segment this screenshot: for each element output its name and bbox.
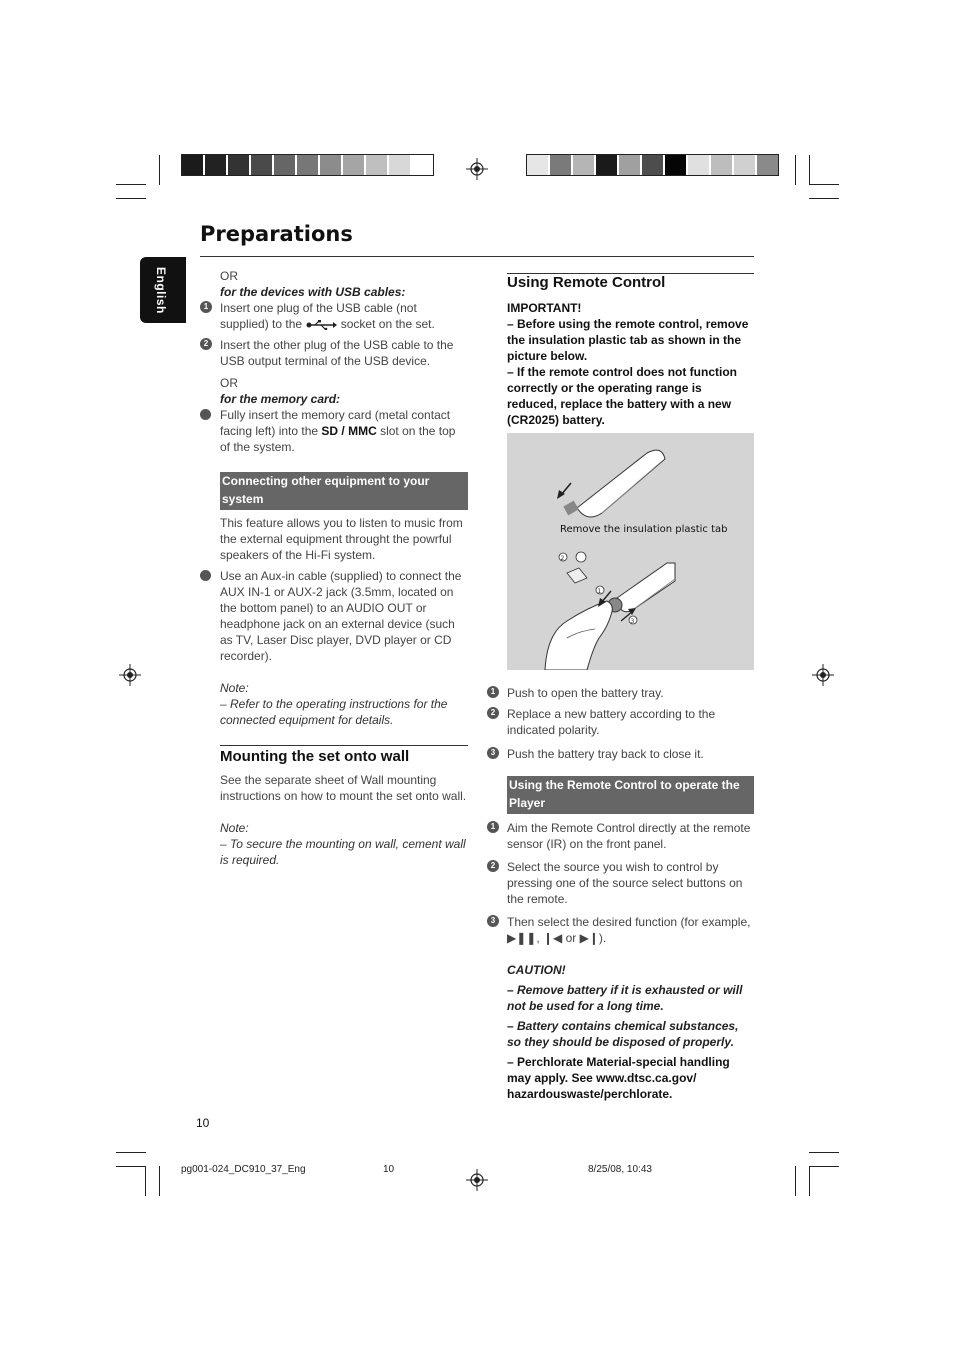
section-rule xyxy=(220,745,468,746)
caution-item-3: – Perchlorate Material-special handling may apply. See www.dtsc.ca.gov/ hazardouswaste/perchlorate. xyxy=(507,1055,730,1101)
color-swatch xyxy=(412,155,433,175)
crop-mark xyxy=(159,155,160,185)
crop-mark xyxy=(116,1166,146,1167)
registration-mark-icon xyxy=(119,664,141,686)
caution-label: CAUTION! xyxy=(507,963,566,977)
title-rule xyxy=(200,256,754,257)
color-swatch xyxy=(688,155,711,175)
color-calibration-bar-right xyxy=(526,154,779,176)
crop-mark xyxy=(795,155,796,185)
crop-mark xyxy=(809,1166,810,1196)
operate-steps xyxy=(490,820,754,1102)
color-swatch xyxy=(205,155,228,175)
note-text: – Refer to the operating instructions for the connected equipment for details. xyxy=(220,697,448,727)
color-swatch xyxy=(251,155,274,175)
language-tab-label: English xyxy=(154,267,168,314)
crop-mark xyxy=(116,184,146,185)
crop-mark xyxy=(159,1166,160,1196)
color-swatch xyxy=(228,155,251,175)
crop-mark xyxy=(116,198,146,199)
important-label: IMPORTANT! xyxy=(507,301,582,315)
battery-step-2-text: Replace a new battery according to the indicated polarity. xyxy=(507,707,716,737)
color-swatch xyxy=(274,155,297,175)
aux-bullet xyxy=(220,568,468,664)
step-number-2: 2 xyxy=(487,860,499,872)
remote-diagram xyxy=(507,433,754,670)
crop-mark xyxy=(116,1152,146,1153)
or-label: OR xyxy=(220,269,238,283)
crop-mark xyxy=(809,198,839,199)
svg-text:1: 1 xyxy=(597,588,602,595)
page-title: Preparations xyxy=(200,222,353,246)
connecting-equipment-heading: Connecting other equipment to your system xyxy=(220,472,468,510)
step-number-1: 1 xyxy=(487,821,499,833)
memory-text-a: Fully insert the memory card (metal contact facing left) into the xyxy=(220,408,451,438)
footer-filename: pg001-024_DC910_37_Eng xyxy=(181,1164,306,1175)
step-number-3: 3 xyxy=(487,915,499,927)
registration-mark-icon xyxy=(466,158,488,180)
aux-text: Use an Aux-in cable (supplied) to connect the AUX IN-1 or AUX-2 jack (3.5mm, located on the bottom panel) to an AUDIO OUT or headphone jack on an external device (such as TV, Laser Disc player, DVD player or CD recorder). xyxy=(220,569,462,663)
color-swatch xyxy=(550,155,573,175)
color-swatch xyxy=(297,155,320,175)
svg-text:3: 3 xyxy=(630,618,635,625)
battery-step-2 xyxy=(490,706,754,738)
footer-date: 8/25/08, 10:43 xyxy=(588,1164,652,1175)
mounting-heading: Mounting the set onto wall xyxy=(220,748,410,765)
note-text: – To secure the mounting on wall, cement wall is required. xyxy=(220,837,466,867)
operate-step-3-text-b: ▶❚❚, ❙◀ or ▶❙). xyxy=(507,931,607,945)
usb-icon xyxy=(305,320,337,330)
mounting-paragraph: See the separate sheet of Wall mounting instructions on how to mount the set onto wall. xyxy=(220,773,467,803)
battery-step-1-text: Push to open the battery tray. xyxy=(507,686,664,700)
operate-step-1-text: Aim the Remote Control directly at the remote sensor (IR) on the front panel. xyxy=(507,821,751,851)
memory-slot-name: SD / MMC xyxy=(321,424,377,438)
remote-control-heading: Using Remote Control xyxy=(507,274,666,291)
registration-mark-icon xyxy=(812,664,834,686)
bullet-dot xyxy=(200,409,211,420)
caution-item-1: – Remove battery if it is exhausted or will not be used for a long time. xyxy=(507,983,743,1013)
color-swatch xyxy=(366,155,389,175)
caution-item-2: – Battery contains chemical substances, so they should be disposed of properly. xyxy=(507,1019,739,1049)
step-number-1: 1 xyxy=(200,301,212,313)
color-swatch xyxy=(757,155,778,175)
important-item-2: – If the remote control does not function correctly or the operating range is reduced, replace the battery with a new (CR2025) battery. xyxy=(507,365,738,427)
svg-text:2: 2 xyxy=(560,555,565,562)
note-label: Note: xyxy=(220,681,249,695)
registration-mark-icon xyxy=(466,1169,488,1191)
usb-step-1-text-b: socket on the set. xyxy=(340,317,435,331)
color-swatch xyxy=(619,155,642,175)
bullet-dot xyxy=(200,570,211,581)
color-swatch xyxy=(734,155,757,175)
step-number-2: 2 xyxy=(200,338,212,350)
memory-text-b: slot on the top of the system. xyxy=(220,424,456,454)
usb-step-2 xyxy=(203,337,468,369)
color-calibration-bar-left xyxy=(181,154,434,176)
important-item-1: – Before using the remote control, remove the insulation plastic tab as shown in the picture below. xyxy=(507,317,749,363)
operate-step-3 xyxy=(490,914,754,946)
step-number-3: 3 xyxy=(487,747,499,759)
color-swatch xyxy=(596,155,619,175)
color-swatch xyxy=(527,155,550,175)
connecting-paragraph: This feature allows you to listen to music from the external equipment throught the powrful speakers of the Hi-Fi system. xyxy=(220,516,463,562)
usb-section xyxy=(203,268,468,455)
battery-step-3 xyxy=(490,746,754,762)
remote-battery-illustration xyxy=(507,433,754,670)
language-tab xyxy=(140,257,186,323)
usb-heading: for the devices with USB cables: xyxy=(220,285,406,299)
color-swatch xyxy=(665,155,688,175)
or-label: OR xyxy=(220,376,238,390)
color-swatch xyxy=(389,155,412,175)
color-swatch xyxy=(182,155,205,175)
illustration-caption: Remove the insulation plastic tab xyxy=(560,524,728,535)
operate-step-2-text: Select the source you wish to control by pressing one of the source select buttons on the remote. xyxy=(507,860,743,906)
operate-step-1 xyxy=(490,820,754,852)
step-number-2: 2 xyxy=(487,707,499,719)
color-swatch xyxy=(642,155,665,175)
operate-step-3-text-a: Then select the desired function (for example, xyxy=(507,915,751,929)
color-swatch xyxy=(573,155,596,175)
color-swatch xyxy=(711,155,734,175)
usb-step-2-text: Insert the other plug of the USB cable to the USB output terminal of the USB device. xyxy=(220,338,454,368)
battery-step-3-text: Push the battery tray back to close it. xyxy=(507,747,704,761)
crop-mark xyxy=(809,1152,839,1153)
crop-mark xyxy=(795,1166,796,1196)
battery-steps xyxy=(490,685,754,762)
step-number-1: 1 xyxy=(487,686,499,698)
operate-step-2 xyxy=(490,859,754,907)
memory-card-heading: for the memory card: xyxy=(220,392,341,406)
crop-mark xyxy=(145,1166,146,1196)
color-swatch xyxy=(343,155,366,175)
memory-card-bullet xyxy=(220,407,468,455)
operate-player-heading: Using the Remote Control to operate the Player xyxy=(507,776,754,814)
crop-mark xyxy=(809,155,810,185)
mounting-section xyxy=(220,772,468,868)
crop-mark xyxy=(809,184,839,185)
page-number: 10 xyxy=(196,1116,210,1130)
usb-step-1 xyxy=(203,300,468,332)
battery-step-1 xyxy=(490,685,754,701)
important-section xyxy=(507,300,754,428)
footer-page: 10 xyxy=(383,1164,395,1175)
crop-mark xyxy=(809,1166,839,1167)
connecting-section xyxy=(220,515,468,728)
usb-step-1-text-a: Insert one plug of the USB cable (not supplied) to the xyxy=(220,301,417,331)
note-label: Note: xyxy=(220,821,249,835)
color-swatch xyxy=(320,155,343,175)
